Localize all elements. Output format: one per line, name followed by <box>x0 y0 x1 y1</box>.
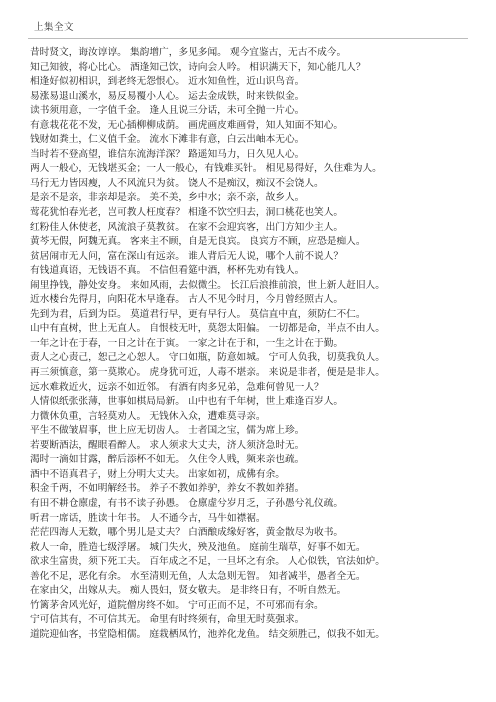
text-line: 有田不耕仓廪虚，有书不读子孙愚。 仓廪虚兮岁月乏，子孙愚兮礼仪疏。 <box>30 497 344 509</box>
page-title: 上集全文 <box>34 22 75 33</box>
text-line: 救人一命，胜造七级浮屠。 城门失火，殃及池鱼。 庭前生瑞草，好事不如无。 <box>30 541 366 553</box>
text-line: 易涨易退山溪水，易反易覆小人心。 运去金成铁，时来铁似金。 <box>30 90 305 102</box>
text-line: 若要断酒法，醒眼看醉人。 求人须求大丈夫，济人须济急时无。 <box>30 439 305 451</box>
text-line: 再三须慎意，第一莫欺心。 虎身犹可近，人毒不堪亲。 来说是非者，便是是非人。 <box>30 367 385 379</box>
text-line: 渴时一滴如甘露，醉后添杯不如无。 久住令人贱，频来亲也疏。 <box>30 454 305 466</box>
text-line: 听君一席话，胜读十年书。 人不通今古，马牛如襟裾。 <box>30 512 266 524</box>
text-line: 有意栽花花不发，无心插柳柳成荫。 画虎画皮难画骨，知人知面不知心。 <box>30 119 344 131</box>
text-line: 在家由父，出嫁从夫。 痴人畏妇，贤女敬夫。 是非终日有，不听自然无。 <box>30 585 347 597</box>
text-line: 欲求生富贵，须下死工夫。 百年成之不足，一旦坏之有余。 人心似铁，官法如炉。 <box>30 556 385 568</box>
text-line: 知己知彼，将心比心。 酒逢知己饮，诗向会人吟。 相识满天下，知心能几人？ <box>30 61 366 73</box>
text-line: 两人一般心，无钱堪买金；一人一般心，有钱难买针。 相见易得好，久住难为人。 <box>30 163 382 175</box>
text-line: 钱财如粪土，仁义值千金。 流水下滩非有意，白云出岫本无心。 <box>30 134 305 146</box>
text-line: 山中有直树，世上无直人。 自恨枝无叶，莫怨太阳偏。 一切都是命，半点不由人。 <box>30 323 385 335</box>
text-line: 黄芩无假，阿魏无真。 客来主不顾，自是无良宾。 良宾方不顾，应恐是痴人。 <box>30 236 366 248</box>
text-line: 道院迎仙客，书堂隐相儒。 庭栽栖凤竹，池养化龙鱼。 结交须胜己，似我不如无。 <box>30 628 385 640</box>
text-line: 竹篱茅舍风光好，道院僧房终不如。 宁可正而不足，不可邪而有余。 <box>30 599 324 611</box>
text-line: 酒中不语真君子，财上分明大丈夫。 出家如初，成佛有余。 <box>30 468 285 480</box>
text-line: 近水楼台先得月，向阳花木早逢春。 古人不见今时月，今月曾经照古人。 <box>30 294 344 306</box>
text-line: 先到为君，后到为臣。 莫道君行早，更有早行人。 莫信直中直，须防仁不仁。 <box>30 308 366 320</box>
text-line: 有钱道真语，无钱语不真。 不信但看筵中酒，杯杯先劝有钱人。 <box>30 265 305 277</box>
text-line: 人情似纸张张薄，世事如棋局局新。 山中也有千年树，世上难逢百岁人。 <box>30 396 344 408</box>
text-line: 莺花犹怕春光老，岂可教人枉度春？ 相逢不饮空归去，洞口桃花也笑人。 <box>30 207 344 219</box>
text-line: 责人之心责己，恕己之心恕人。 守口如瓶，防意如城。 宁可人负我，切莫我负人。 <box>30 352 385 364</box>
page-header <box>28 14 468 39</box>
text-line: 读书须用意，一字值千金。 逢人且说三分话，未可全抛一片心。 <box>30 105 305 117</box>
text-line: 力微休负重，言轻莫劝人。 无钱休入众，遭难莫寻亲。 <box>30 410 266 422</box>
text-line: 积金千两，不如明解经书。 养子不教如养驴，养女不教如养猪。 <box>30 483 305 495</box>
text-line: 当时若不登高望，谁信东流海洋深？ 路遥知马力，日久见人心。 <box>30 148 305 160</box>
text-line: 相逢好似初相识，到老终无怨恨心。 近水知鱼性，近山识鸟音。 <box>30 76 305 88</box>
text-line: 马行无力皆因瘦，人不风流只为贫。 饶人不是痴汉，痴汉不会饶人。 <box>30 177 324 189</box>
text-line: 远水难救近火，远亲不如近邻。 有酒有肉多兄弟，急难何曾见一人？ <box>30 381 324 393</box>
text-line: 宁可信其有，不可信其无。 命里有时终须有，命里无时莫强求。 <box>30 614 305 626</box>
text-line: 善化不足，恶化有余。 水至清则无鱼，人太急则无智。 知者减半，愚者全无。 <box>30 570 366 582</box>
text-line: 一年之计在于春，一日之计在于寅。 一家之计在于和，一生之计在于勤。 <box>30 337 344 349</box>
text-body <box>30 46 480 642</box>
text-line: 红粉佳人休使老，风流浪子莫教贫。 在家不会迎宾客，出门方知少主人。 <box>30 221 344 233</box>
text-line: 贫居闹市无人问，富在深山有远亲。 谁人背后无人说，哪个人前不说人？ <box>30 250 344 262</box>
text-line: 昔时贤文，诲汝谆谆。 集韵增广，多见多闻。 观今宜鉴古，无古不成今。 <box>30 47 347 58</box>
text-line: 是亲不是亲，非亲却是亲。 美不美，乡中水；亲不亲，故乡人。 <box>30 192 305 204</box>
text-line: 茫茫四海人无数，哪个男儿是丈夫？ 白酒酿成缘好客，黄金散尽为收书。 <box>30 527 344 539</box>
text-line: 闹里挣钱，静处安身。 来如风雨，去似微尘。 长江后浪推前浪，世上新人赶旧人。 <box>30 279 385 291</box>
text-line: 平生不做皱眉事，世上应无切齿人。 士者国之宝，儒为席上珍。 <box>30 425 305 437</box>
